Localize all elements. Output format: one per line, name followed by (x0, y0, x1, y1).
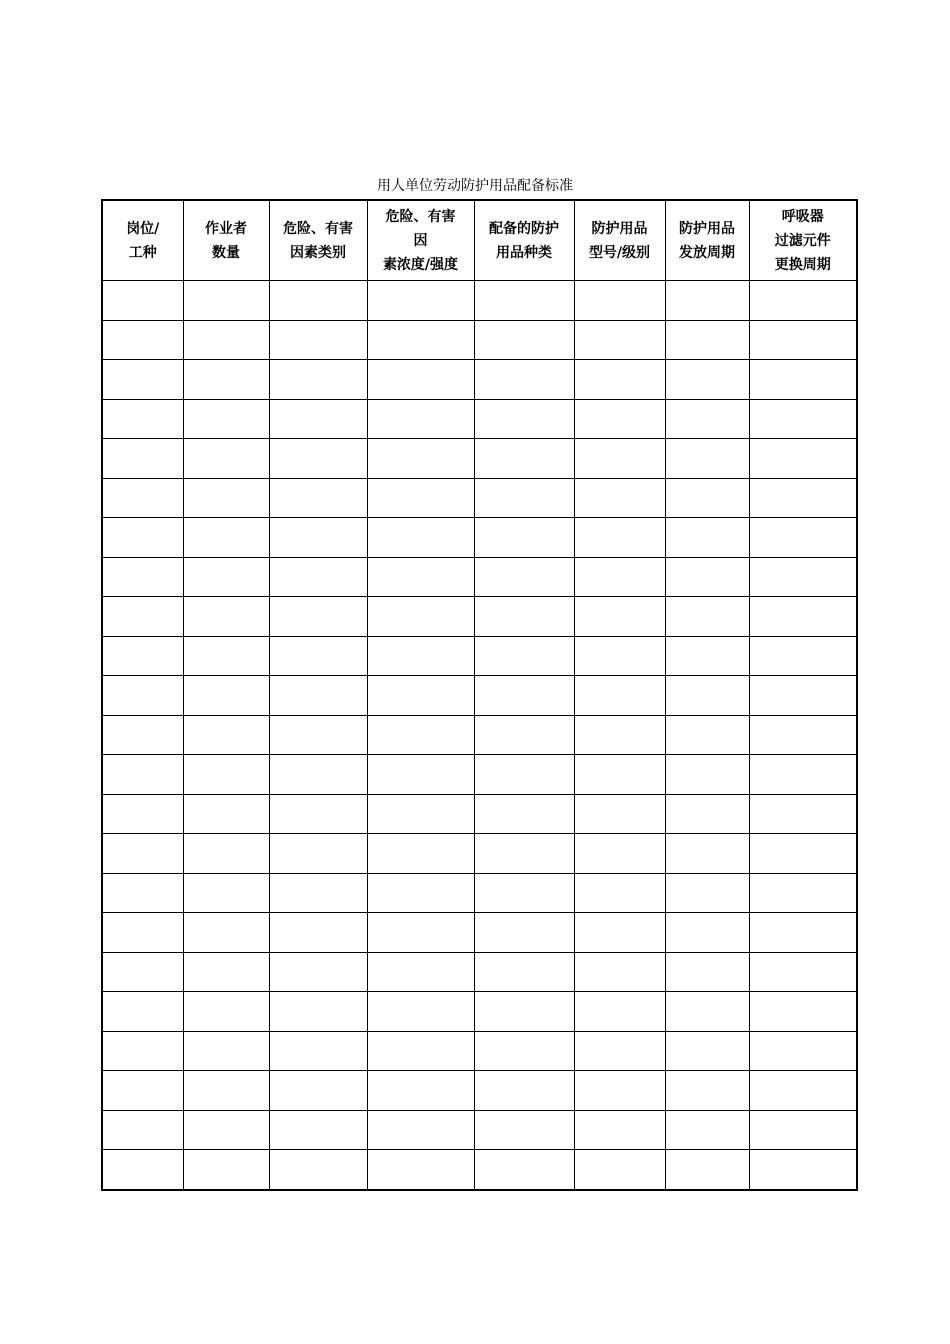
table-cell (665, 873, 749, 913)
table-cell (749, 1071, 857, 1111)
table-cell (183, 281, 269, 321)
table-cell (665, 676, 749, 716)
table-row (102, 834, 857, 874)
table-cell (367, 794, 474, 834)
table-row (102, 439, 857, 479)
table-row (102, 557, 857, 597)
table-cell (474, 1150, 574, 1190)
table-cell (749, 557, 857, 597)
table-row (102, 1071, 857, 1111)
table-cell (574, 676, 665, 716)
table-cell (367, 597, 474, 637)
table-cell (102, 952, 183, 992)
table-cell (749, 1031, 857, 1071)
table-cell (367, 518, 474, 558)
table-cell (665, 715, 749, 755)
table-cell (367, 676, 474, 716)
table-cell (102, 992, 183, 1032)
table-cell (749, 1110, 857, 1150)
table-cell (183, 676, 269, 716)
table-cell (183, 439, 269, 479)
table-cell (183, 636, 269, 676)
column-header-post: 岗位/ 工种 (102, 200, 183, 281)
table-cell (474, 478, 574, 518)
table-cell (474, 281, 574, 321)
table-cell (574, 399, 665, 439)
table-cell (183, 1110, 269, 1150)
table-cell (749, 320, 857, 360)
table-cell (749, 992, 857, 1032)
table-cell (474, 834, 574, 874)
table-cell (665, 913, 749, 953)
table-cell (574, 320, 665, 360)
table-cell (269, 478, 367, 518)
table-cell (574, 794, 665, 834)
table-cell (574, 755, 665, 795)
table-cell (269, 399, 367, 439)
table-cell (665, 281, 749, 321)
table-cell (574, 1071, 665, 1111)
table-cell (102, 794, 183, 834)
table-cell (269, 794, 367, 834)
table-cell (102, 518, 183, 558)
table-cell (749, 281, 857, 321)
table-row (102, 913, 857, 953)
table-cell (102, 1150, 183, 1190)
table-cell (183, 755, 269, 795)
column-header-issue-cycle: 防护用品 发放周期 (665, 200, 749, 281)
table-cell (665, 794, 749, 834)
table-row (102, 1031, 857, 1071)
table-cell (367, 952, 474, 992)
table-cell (102, 399, 183, 439)
table-cell (665, 1031, 749, 1071)
table-cell (102, 360, 183, 400)
table-cell (367, 755, 474, 795)
table-cell (269, 1031, 367, 1071)
table-row (102, 1110, 857, 1150)
table-cell (749, 439, 857, 479)
table-cell (367, 439, 474, 479)
table-cell (665, 1071, 749, 1111)
table-row (102, 676, 857, 716)
table-cell (269, 1110, 367, 1150)
table-cell (665, 439, 749, 479)
table-cell (367, 360, 474, 400)
document-title: 用人单位劳动防护用品配备标准 (377, 178, 573, 194)
table-row (102, 755, 857, 795)
table-cell (749, 636, 857, 676)
table-row (102, 360, 857, 400)
column-header-hazard-category: 危险、有害 因素类别 (269, 200, 367, 281)
table-cell (665, 478, 749, 518)
table-cell (102, 1071, 183, 1111)
table-cell (474, 755, 574, 795)
table-cell (183, 952, 269, 992)
table-cell (474, 557, 574, 597)
table-cell (102, 1031, 183, 1071)
table-cell (749, 360, 857, 400)
table-cell (474, 952, 574, 992)
table-cell (749, 399, 857, 439)
table-cell (367, 1110, 474, 1150)
table-cell (183, 478, 269, 518)
table-cell (102, 636, 183, 676)
table-cell (574, 439, 665, 479)
table-cell (474, 597, 574, 637)
table-cell (367, 913, 474, 953)
table-cell (269, 518, 367, 558)
table-cell (269, 557, 367, 597)
table-cell (367, 281, 474, 321)
table-cell (367, 873, 474, 913)
table-cell (183, 1031, 269, 1071)
table-cell (665, 1110, 749, 1150)
column-header-ppe-type: 配备的防护 用品种类 (474, 200, 574, 281)
table-cell (474, 676, 574, 716)
table-cell (269, 715, 367, 755)
table-cell (574, 834, 665, 874)
table-row (102, 636, 857, 676)
table-row (102, 794, 857, 834)
table-cell (102, 873, 183, 913)
table-cell (749, 913, 857, 953)
table-cell (102, 715, 183, 755)
table-row (102, 992, 857, 1032)
column-header-hazard-concentration: 危险、有害 因 素浓度/强度 (367, 200, 474, 281)
table-cell (474, 518, 574, 558)
table-cell (749, 1150, 857, 1190)
table-cell (367, 320, 474, 360)
table-cell (183, 320, 269, 360)
table-cell (183, 360, 269, 400)
table-cell (367, 1150, 474, 1190)
table-cell (574, 360, 665, 400)
column-header-filter-replacement: 呼吸器 过滤元件 更换周期 (749, 200, 857, 281)
table-cell (474, 794, 574, 834)
table-cell (665, 518, 749, 558)
table-cell (574, 281, 665, 321)
table-cell (749, 597, 857, 637)
table-cell (574, 518, 665, 558)
ppe-standard-table (101, 199, 858, 1191)
table-cell (269, 439, 367, 479)
table-cell (574, 597, 665, 637)
table-row (102, 399, 857, 439)
table-cell (367, 715, 474, 755)
table-cell (574, 873, 665, 913)
table-cell (367, 557, 474, 597)
table-cell (367, 1031, 474, 1071)
table-cell (269, 1150, 367, 1190)
table-cell (269, 755, 367, 795)
table-cell (183, 913, 269, 953)
table-cell (665, 636, 749, 676)
table-cell (183, 399, 269, 439)
table-cell (574, 1031, 665, 1071)
table-cell (183, 992, 269, 1032)
table-cell (665, 1150, 749, 1190)
table-cell (574, 913, 665, 953)
table-cell (183, 518, 269, 558)
table-cell (474, 399, 574, 439)
table-cell (269, 281, 367, 321)
table-cell (474, 992, 574, 1032)
table-cell (367, 1071, 474, 1111)
table-cell (474, 715, 574, 755)
table-row (102, 281, 857, 321)
table-cell (269, 636, 367, 676)
table-cell (269, 873, 367, 913)
table-cell (183, 873, 269, 913)
table-cell (574, 557, 665, 597)
table-cell (474, 439, 574, 479)
table-cell (665, 399, 749, 439)
table-cell (102, 439, 183, 479)
table-cell (269, 360, 367, 400)
table-cell (749, 755, 857, 795)
table-cell (665, 834, 749, 874)
table-cell (367, 834, 474, 874)
table-cell (102, 478, 183, 518)
table-cell (269, 676, 367, 716)
table-cell (665, 360, 749, 400)
table-cell (367, 636, 474, 676)
table-row (102, 597, 857, 637)
table-cell (665, 557, 749, 597)
table-cell (367, 399, 474, 439)
table-cell (183, 834, 269, 874)
table-cell (183, 557, 269, 597)
table-cell (102, 755, 183, 795)
table-cell (102, 281, 183, 321)
table-cell (749, 478, 857, 518)
table-cell (749, 873, 857, 913)
table-cell (665, 755, 749, 795)
table-cell (474, 1110, 574, 1150)
table-row (102, 478, 857, 518)
table-body (102, 281, 857, 1190)
table-cell (665, 597, 749, 637)
table-row (102, 873, 857, 913)
table-cell (269, 992, 367, 1032)
table-cell (749, 676, 857, 716)
table-cell (574, 636, 665, 676)
table-cell (574, 715, 665, 755)
table-cell (749, 518, 857, 558)
table-cell (474, 360, 574, 400)
table-cell (183, 597, 269, 637)
table-header-row (102, 200, 857, 281)
column-header-ppe-model: 防护用品 型号/级别 (574, 200, 665, 281)
table-cell (665, 992, 749, 1032)
table-cell (269, 1071, 367, 1111)
table-cell (269, 952, 367, 992)
table-row (102, 320, 857, 360)
table-row (102, 952, 857, 992)
table-cell (102, 597, 183, 637)
table-cell (665, 952, 749, 992)
table-cell (574, 992, 665, 1032)
table-cell (269, 320, 367, 360)
table-cell (749, 794, 857, 834)
table-cell (474, 636, 574, 676)
table-cell (665, 320, 749, 360)
table-cell (574, 952, 665, 992)
table-cell (574, 1110, 665, 1150)
table-cell (102, 320, 183, 360)
table-cell (269, 834, 367, 874)
table-cell (749, 715, 857, 755)
table-cell (367, 992, 474, 1032)
column-header-worker-count: 作业者 数量 (183, 200, 269, 281)
table-row (102, 1150, 857, 1190)
table-cell (102, 913, 183, 953)
table-row (102, 715, 857, 755)
table-cell (474, 1071, 574, 1111)
table-cell (474, 320, 574, 360)
table-cell (749, 952, 857, 992)
table-cell (474, 873, 574, 913)
table-cell (749, 834, 857, 874)
table-cell (183, 715, 269, 755)
table-cell (183, 794, 269, 834)
table-cell (474, 1031, 574, 1071)
table-row (102, 518, 857, 558)
table-cell (102, 834, 183, 874)
table-cell (574, 1150, 665, 1190)
table-cell (102, 557, 183, 597)
table-cell (102, 676, 183, 716)
table-cell (574, 478, 665, 518)
table-cell (102, 1110, 183, 1150)
table-cell (183, 1071, 269, 1111)
table-cell (269, 597, 367, 637)
table-cell (269, 913, 367, 953)
table-cell (183, 1150, 269, 1190)
table-cell (367, 478, 474, 518)
table-cell (474, 913, 574, 953)
